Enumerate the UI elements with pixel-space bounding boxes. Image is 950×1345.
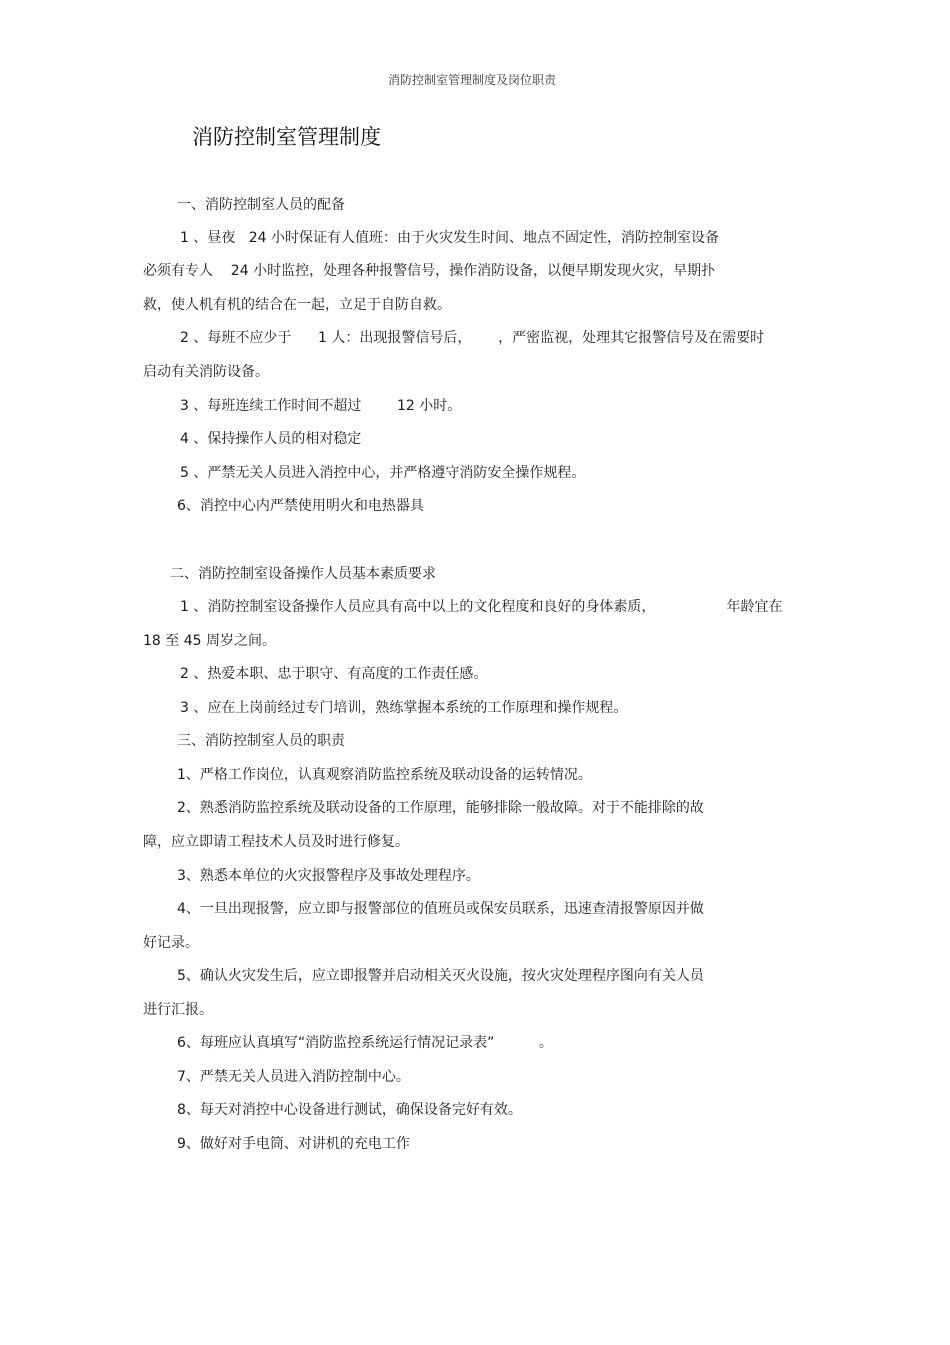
paragraph-line: 4、一旦出现报警，应立即与报警部位的值班员或保安员联系，迅速查清报警原因并做 [177, 901, 704, 917]
paragraph-line: 9、做好对手电筒、对讲机的充电工作 [177, 1136, 410, 1152]
paragraph-line: 4 、保持操作人员的相对稳定 [180, 431, 362, 447]
page-header: 消防控制室管理制度及岗位职责 [388, 73, 557, 87]
paragraph-line: 8、每天对消控中心设备进行测试，确保设备完好有效。 [177, 1102, 522, 1118]
paragraph-line: 好记录。 [143, 935, 199, 951]
paragraph-line: 1、严格工作岗位，认真观察消防监控系统及联动设备的运转情况。 [177, 767, 592, 783]
paragraph-line: 18 至 45 周岁之间。 [143, 633, 276, 649]
paragraph-line: 进行汇报。 [143, 1002, 213, 1018]
paragraph-line: 1 、消防控制室设备操作人员应具有高中以上的文化程度和良好的身体素质， 年龄宜在 [180, 599, 783, 615]
paragraph-line: 2 、每班不应少于 1 人：出现报警信号后， ，严密监视，处理其它报警信号及在需要时 [180, 330, 765, 346]
section-heading-1: 一、消防控制室人员的配备 [177, 197, 345, 213]
paragraph-line: 2、熟悉消防监控系统及联动设备的工作原理，能够排除一般故障。对于不能排除的故 [177, 800, 704, 816]
paragraph-line: 2 、热爱本职、忠于职守、有高度的工作责任感。 [180, 666, 488, 682]
paragraph-line: 5、确认火灾发生后，应立即报警并启动相关灭火设施，按火灾处理程序图向有关人员 [177, 968, 704, 984]
section-heading-2: 二、消防控制室设备操作人员基本素质要求 [170, 566, 436, 582]
paragraph-line: 6、消控中心内严禁使用明火和电热器具 [177, 498, 424, 514]
paragraph-line: 救，使人机有机的结合在一起，立足于自防自救。 [143, 297, 451, 313]
paragraph-line: 6、每班应认真填写“消防监控系统运行情况记录表” 。 [177, 1035, 553, 1051]
document-title: 消防控制室管理制度 [192, 125, 381, 149]
paragraph-line: 5 、严禁无关人员进入消控中心，并严格遵守消防安全操作规程。 [180, 465, 586, 481]
paragraph-line: 1 、昼夜 24 小时保证有人值班：由于火灾发生时间、地点不固定性，消防控制室设备 [180, 230, 719, 246]
paragraph-line: 3、熟悉本单位的火灾报警程序及事故处理程序。 [177, 868, 480, 884]
paragraph-line: 3 、应在上岗前经过专门培训，熟练掌握本系统的工作原理和操作规程。 [180, 700, 628, 716]
paragraph-line: 障，应立即请工程技术人员及时进行修复。 [143, 834, 409, 850]
paragraph-line: 7、严禁无关人员进入消防控制中心。 [177, 1069, 410, 1085]
paragraph-line: 3 、每班连续工作时间不超过 12 小时。 [180, 398, 462, 414]
section-heading-3: 三、消防控制室人员的职责 [177, 733, 345, 749]
paragraph-line: 启动有关消防设备。 [143, 364, 269, 380]
paragraph-line: 必须有专人 24 小时监控，处理各种报警信号，操作消防设备，以便早期发现火灾，早期扑 [143, 263, 716, 279]
